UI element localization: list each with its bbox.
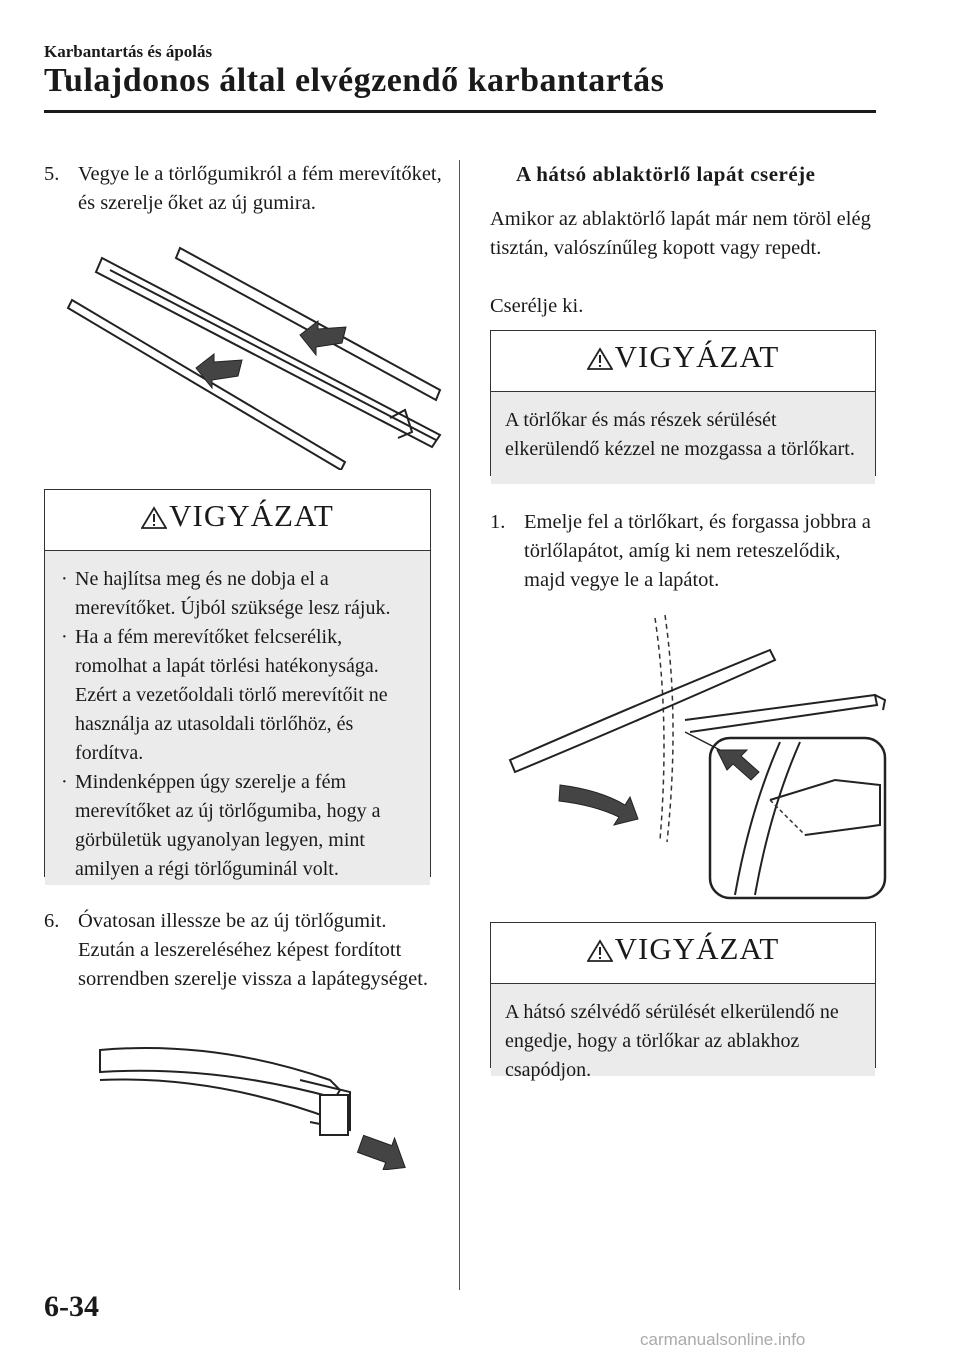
caution-bullet: · Mindenképpen úgy szerelje a fém merevítőket az új törlőgumiba, hogy a görbületük ugyanolyan legyen, mint amilyen a régi törlőguminál volt.: [61, 771, 381, 880]
caution-bullet: · Ne hajlítsa meg és ne dobja el a merevítőket. Újból szüksége lesz rájuk.: [61, 568, 391, 619]
title-rule: [44, 110, 876, 113]
step-5: [44, 160, 444, 218]
step-number: 1.: [490, 511, 506, 533]
wiper-rubber-illustration: [60, 240, 450, 470]
column-divider: [459, 160, 460, 1290]
caution-body: [45, 551, 430, 885]
caution-bullet: · Ha a fém merevítőket felcserélik, romolhat a lapát törlési hatékonysága. Ezért a vezetőoldali törlő merevítőit ne használja az utasoldali törlőhöz, és fordítva.: [61, 626, 388, 764]
watermark: carmanualsonline.info: [640, 1330, 806, 1349]
step-text: Vegye le a törlőgumikról a fém merevítőket, és szerelje őket az új gumira.: [78, 163, 442, 214]
caution-heading: VIGYÁZAT: [491, 331, 875, 392]
caution-body: A törlőkar és más részek sérülését elkerülendő kézzel ne mozgassa a törlőkart.: [491, 392, 875, 484]
blade-install-illustration: [95, 1030, 425, 1170]
intro-paragraph: Amikor az ablaktörlő lapát már nem töröl elég tisztán, valószínűleg kopott vagy repedt.: [490, 208, 871, 259]
warning-triangle-icon: [141, 506, 167, 530]
intro-paragraph-2: Cserélje ki.: [490, 295, 584, 317]
caution-box-2: [490, 330, 876, 476]
step-text: Óvatosan illessze be az új törlőgumit. Ezután a leszereléséhez képest fordított sorrendben szerelje vissza a lapátegységet.: [78, 910, 429, 990]
caution-body: A hátsó szélvédő sérülését elkerülendő ne engedje, hogy a törlőkar az ablakhoz csapódjon.: [491, 984, 875, 1076]
page-title: Tulajdonos által elvégzendő karbantartás: [44, 62, 665, 99]
step-number: 6.: [44, 910, 60, 932]
step-6: [44, 907, 444, 994]
step-number: 5.: [44, 163, 60, 185]
caution-heading: VIGYÁZAT: [45, 490, 430, 551]
caution-heading: VIGYÁZAT: [491, 923, 875, 984]
warning-triangle-icon: [587, 939, 613, 963]
step-text: Emelje fel a törlőkart, és forgassa jobbra a törlőlapátot, amíg ki nem reteszelődik, majd vegye le a lapátot.: [524, 511, 871, 591]
section-heading: A hátsó ablaktörlő lapát cseréje: [516, 162, 816, 186]
rear-wiper-illustration: [505, 610, 890, 900]
page-number: 6-34: [44, 1290, 99, 1323]
section-label: Karbantartás és ápolás: [44, 42, 213, 61]
warning-triangle-icon: [587, 347, 613, 371]
caution-box-3: [490, 922, 876, 1081]
step-1: [490, 508, 880, 595]
caution-box-1: [44, 489, 431, 880]
